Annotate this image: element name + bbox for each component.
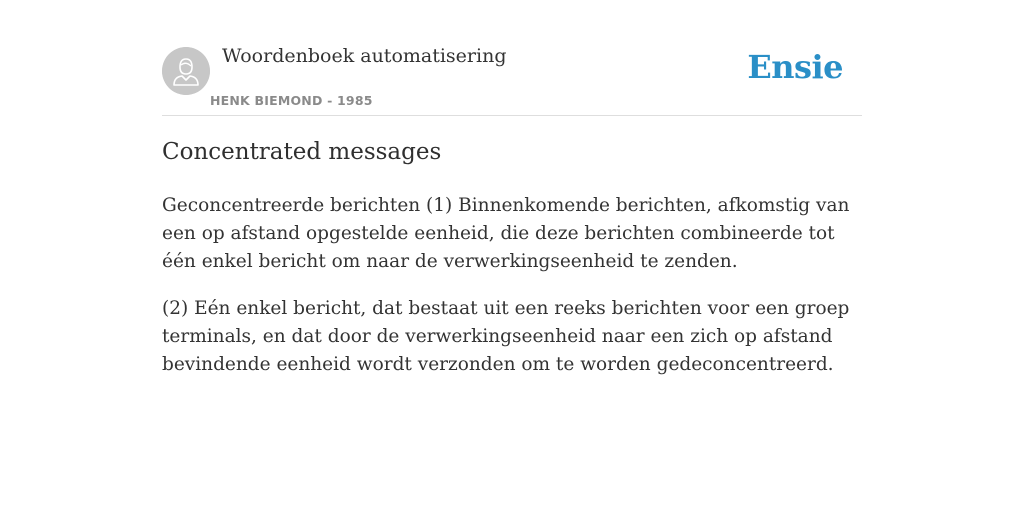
entry-title: Concentrated messages <box>162 139 442 165</box>
page-container <box>162 0 862 375</box>
user-avatar-icon[interactable] <box>162 47 210 95</box>
page-header <box>162 0 862 116</box>
publication-year: 1985 <box>337 93 373 108</box>
author-byline <box>210 93 373 108</box>
book-title[interactable]: Woordenboek automatisering <box>222 45 507 67</box>
definition-paragraph: Geconcentreerde berichten (1) Binnenkomende berichten, afkomstig van een op afstand opgestelde eenheid, die deze berichten combineerde tot één enkel bericht om naar de verwerkingseenheid te zenden. <box>162 195 850 272</box>
brand-logo[interactable]: Ensie <box>747 48 843 86</box>
definition-body <box>162 192 862 398</box>
author-name[interactable]: HENK BIEMOND <box>210 93 323 108</box>
definition-paragraph: (2) Eén enkel bericht, dat bestaat uit een reeks berichten voor een groep terminals, en dat door de verwerkingseenheid naar een zich op afstand bevindende eenheid wordt verzonden om te worden gedeconcentreerd. <box>162 298 850 375</box>
byline-separator: - <box>322 93 338 108</box>
